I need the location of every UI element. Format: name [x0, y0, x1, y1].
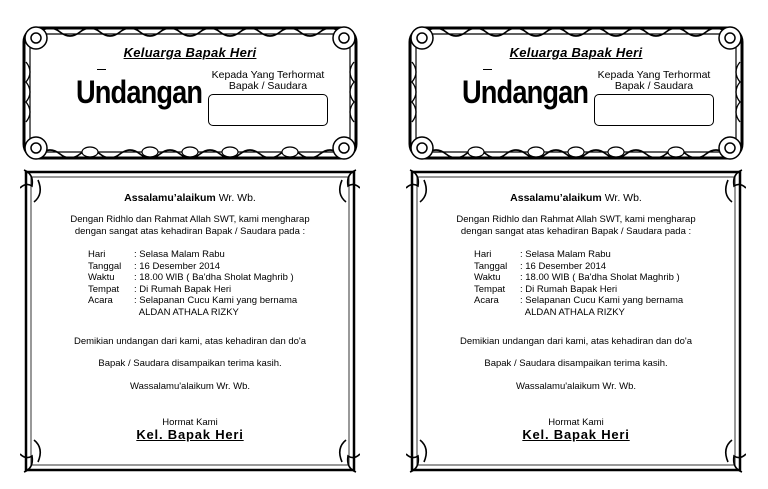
intro-line-1: Dengan Ridhlo dan Rahmat Allah SWT, kami mengharap [70, 214, 310, 225]
intro-paragraph [20, 214, 360, 238]
detail-value: : 18.00 WIB ( Ba'dha Sholat Maghrib ) [520, 272, 680, 283]
event-details [474, 249, 683, 318]
detail-row [474, 284, 683, 296]
detail-row [474, 307, 683, 319]
detail-row [474, 249, 683, 261]
detail-label: Acara [474, 295, 499, 306]
detail-value: ALDAN ATHALA RIZKY [520, 306, 625, 318]
greeting [20, 192, 360, 204]
closing-line-1: Demikian undangan dari kami, atas kehadiran dan do'a [73, 336, 307, 347]
detail-row [474, 261, 683, 273]
address-box [594, 94, 714, 126]
intro-line-2: dengan sangat atas kehadiran Bapak / Saudara pada : [460, 226, 692, 237]
detail-value: : 18.00 WIB ( Ba'dha Sholat Maghrib ) [134, 272, 294, 283]
address-box [208, 94, 328, 126]
detail-label: Acara [88, 295, 113, 306]
closing-line-1: Demikian undangan dari kami, atas kehadiran dan do'a [459, 336, 693, 347]
greeting-bold: Assalamu’alaikum [124, 192, 216, 204]
event-details [88, 249, 297, 318]
detail-row [474, 272, 683, 284]
decorative-dash [97, 69, 106, 70]
detail-value: : Di Rumah Bapak Heri [520, 283, 618, 295]
detail-label [474, 307, 520, 319]
detail-value: : 16 Desember 2014 [134, 260, 221, 272]
closing-line-2: Bapak / Saudara disampaikan terima kasih. [484, 358, 668, 369]
detail-row [88, 284, 297, 296]
closing-line-3: Wassalamu'alaikum Wr. Wb. [129, 381, 251, 392]
detail-label: Tempat [88, 283, 120, 295]
intro-paragraph [406, 214, 746, 238]
detail-label: Waktu [88, 272, 115, 283]
detail-value: : Selasa Malam Rabu [134, 249, 225, 260]
greeting-bold: Assalamu’alaikum [510, 192, 602, 204]
family-header: Keluarga Bapak Heri [123, 45, 257, 60]
greeting-rest: Wr. Wb. [601, 192, 642, 204]
intro-line-2: dengan sangat atas kehadiran Bapak / Saudara pada : [74, 226, 306, 237]
invitation-card-right [406, 22, 746, 474]
greeting [406, 192, 746, 204]
intro-line-1: Dengan Ridhlo dan Rahmat Allah SWT, kami mengharap [456, 214, 696, 225]
body-panel [20, 168, 360, 474]
detail-value: : Di Rumah Bapak Heri [134, 283, 232, 295]
closing-line-2: Bapak / Saudara disampaikan terima kasih. [98, 358, 282, 369]
signer-name: Kel. Bapak Heri [136, 427, 244, 442]
cover-panel [20, 22, 360, 164]
detail-label: Tempat [474, 283, 506, 295]
detail-value: ALDAN ATHALA RIZKY [134, 306, 239, 318]
recipient-line-2: Bapak / Saudara [614, 80, 694, 92]
detail-label: Hari [88, 249, 106, 260]
detail-value: : 16 Desember 2014 [520, 260, 607, 272]
detail-label: Hari [474, 249, 492, 260]
invitation-card-left [20, 22, 360, 474]
body-panel [406, 168, 746, 474]
detail-label [88, 307, 134, 319]
invitation-title: Undangan [76, 74, 203, 110]
detail-row [88, 249, 297, 261]
detail-label: Tanggal [88, 260, 122, 272]
detail-row [88, 295, 297, 307]
detail-row [88, 307, 297, 319]
recipient-line-1: Kepada Yang Terhormat [597, 69, 711, 81]
detail-label: Waktu [474, 272, 501, 283]
detail-value: : Selasa Malam Rabu [520, 249, 611, 260]
signer-name: Kel. Bapak Heri [522, 427, 630, 442]
detail-row [474, 295, 683, 307]
detail-value: : Selapanan Cucu Kami yang bernama [520, 295, 684, 306]
regards: Hormat Kami [548, 417, 604, 428]
family-header: Keluarga Bapak Heri [509, 45, 643, 60]
invitation-title: Undangan [462, 74, 589, 110]
decorative-dash [483, 69, 492, 70]
recipient-heading [204, 70, 332, 92]
detail-row [88, 272, 297, 284]
detail-row [88, 261, 297, 273]
closing-line-3: Wassalamu'alaikum Wr. Wb. [515, 381, 637, 392]
regards: Hormat Kami [162, 417, 218, 428]
detail-label: Tanggal [474, 260, 508, 272]
recipient-line-2: Bapak / Saudara [228, 80, 308, 92]
detail-value: : Selapanan Cucu Kami yang bernama [134, 295, 298, 306]
recipient-line-1: Kepada Yang Terhormat [211, 69, 325, 81]
greeting-rest: Wr. Wb. [215, 192, 256, 204]
recipient-heading [590, 70, 718, 92]
cover-panel [406, 22, 746, 164]
